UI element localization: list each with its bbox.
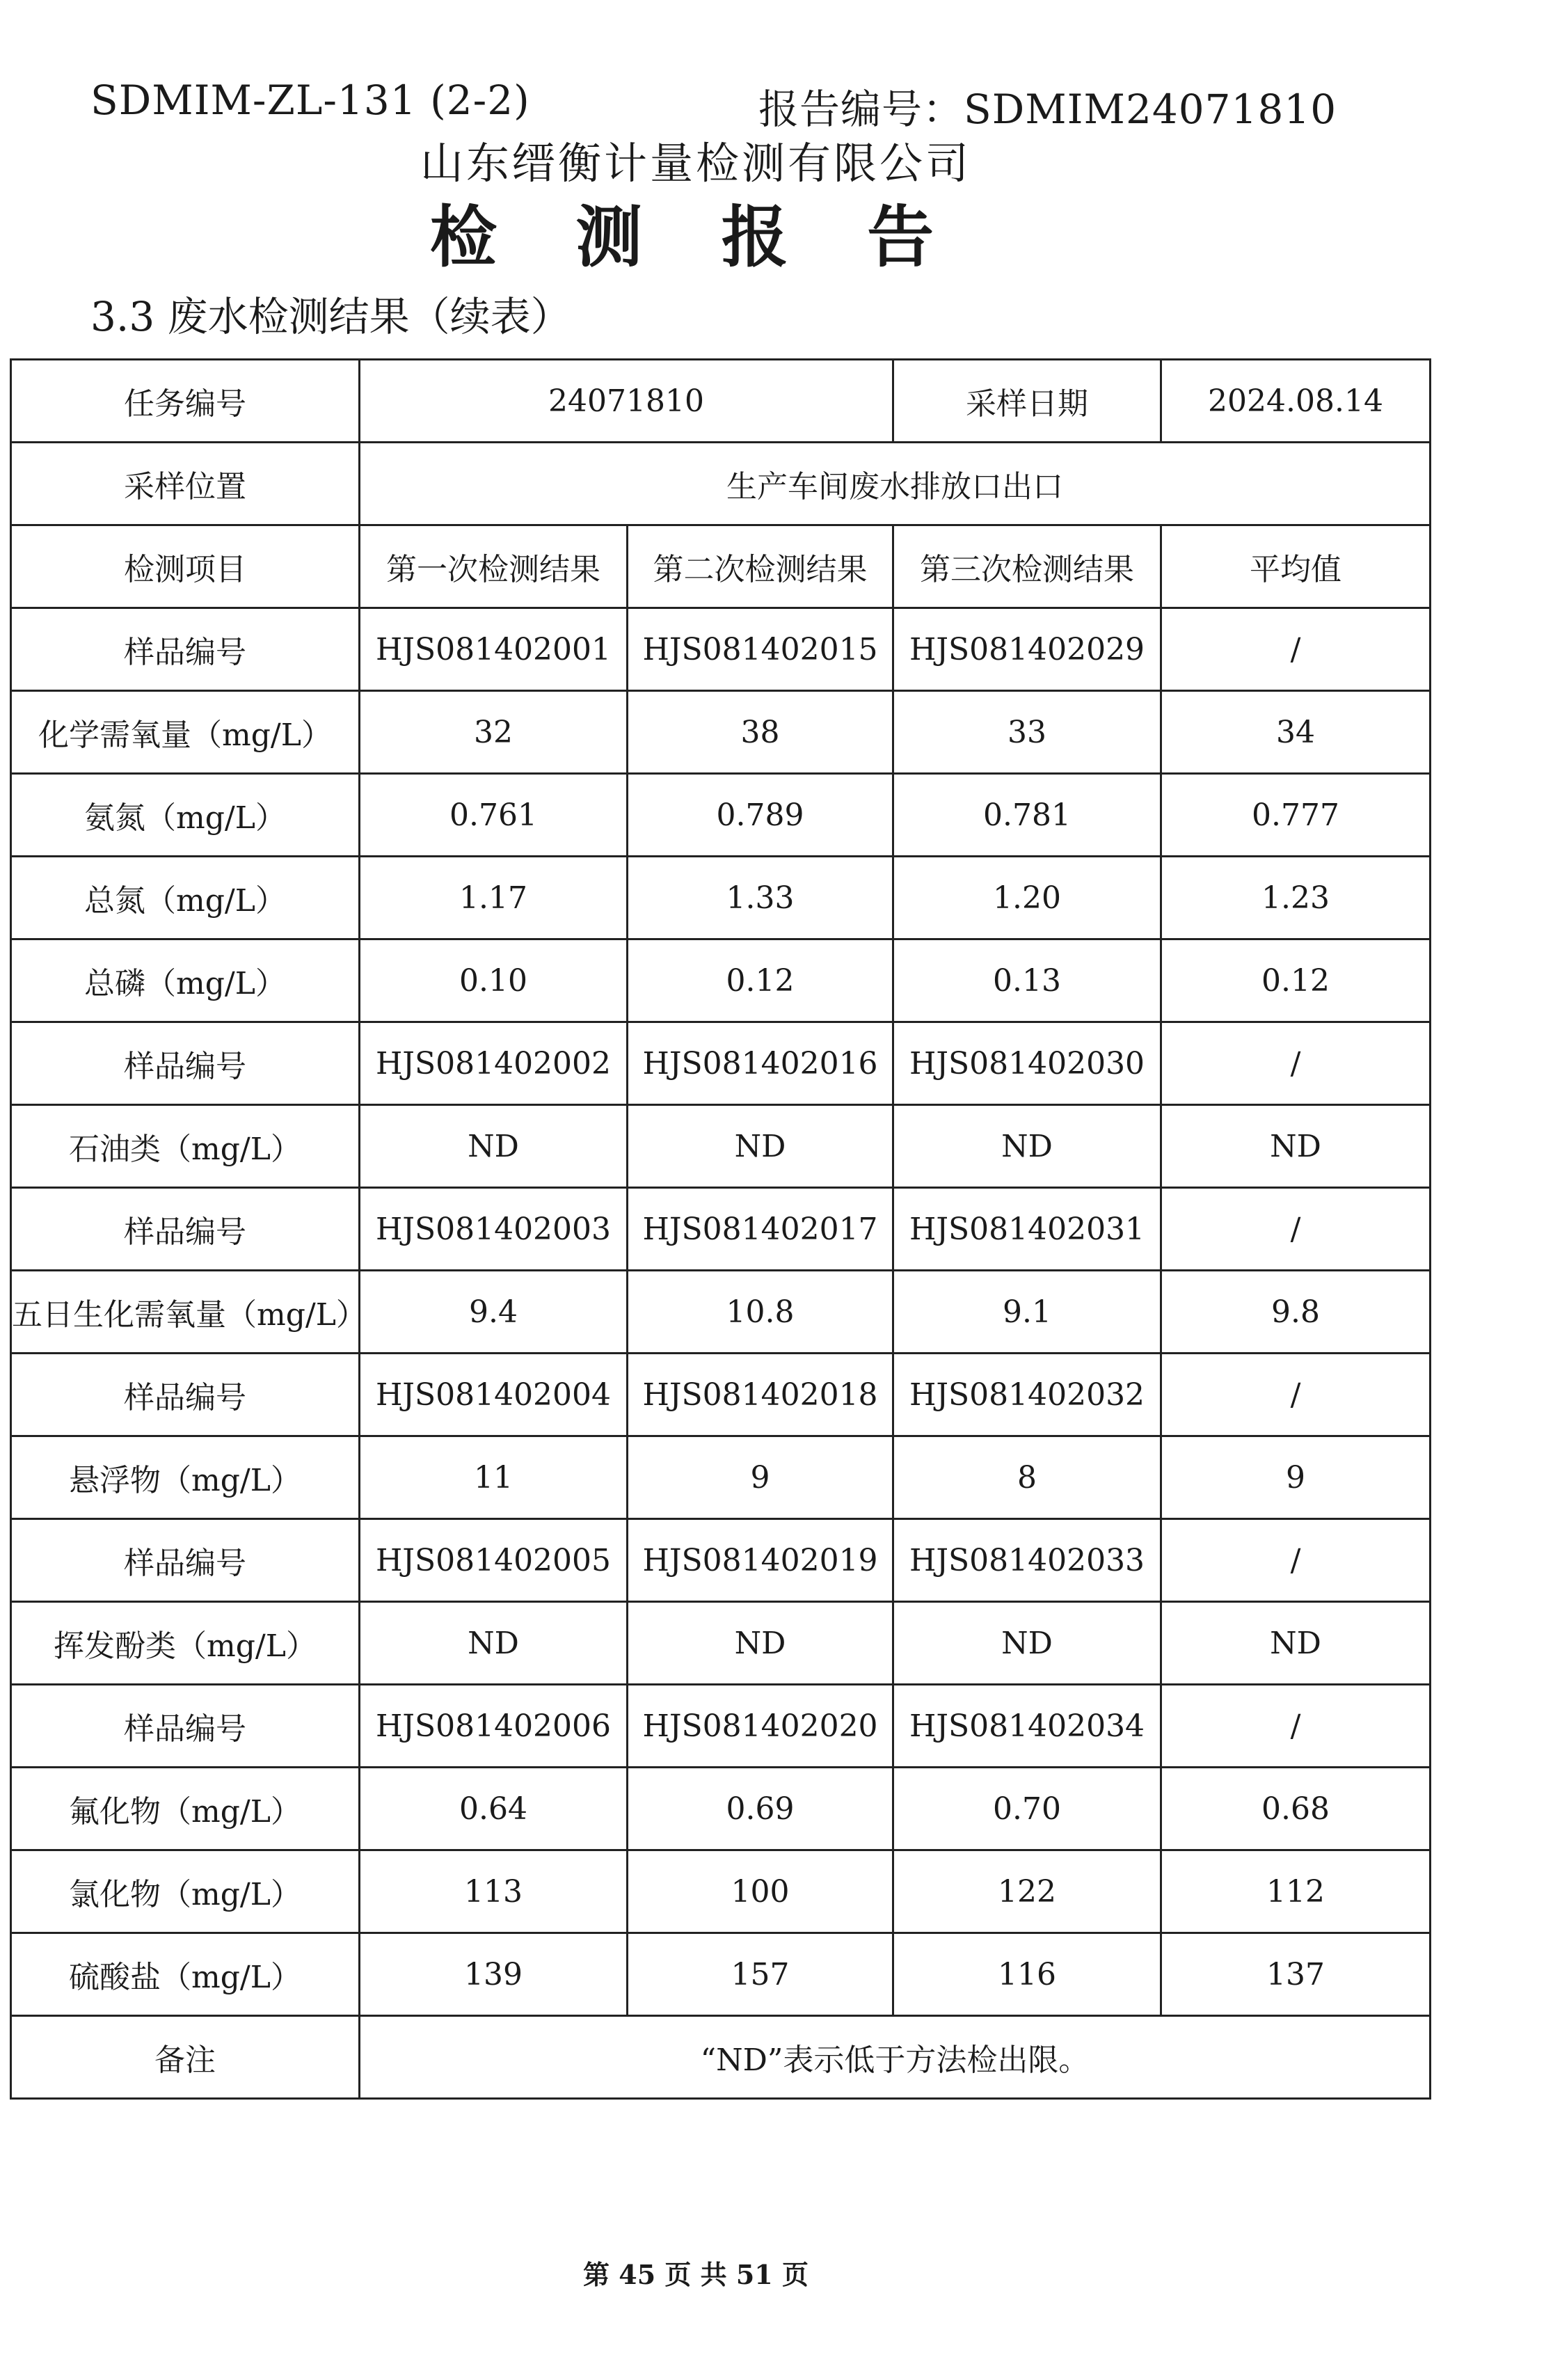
result-first: ND [360, 1602, 628, 1685]
table-row [11, 1271, 1431, 1354]
table-row [11, 1436, 1431, 1519]
result-average: / [1161, 608, 1431, 691]
result-second: HJS081402018 [628, 1354, 893, 1436]
table-row [11, 608, 1431, 691]
result-third: ND [893, 1602, 1161, 1685]
col-header-first: 第一次检测结果 [360, 525, 628, 608]
table-row [11, 1188, 1431, 1271]
result-average: 137 [1161, 1933, 1431, 2016]
result-average: 0.12 [1161, 939, 1431, 1022]
result-second: HJS081402020 [628, 1685, 893, 1768]
item-name: 五日生化需氧量（mg/L） [11, 1271, 360, 1354]
result-first: 0.10 [360, 939, 628, 1022]
item-name: 化学需氧量（mg/L） [11, 691, 360, 774]
result-first: 0.761 [360, 774, 628, 857]
item-name: 石油类（mg/L） [11, 1105, 360, 1188]
result-third: 8 [893, 1436, 1161, 1519]
item-name: 样品编号 [11, 1354, 360, 1436]
result-second: HJS081402017 [628, 1188, 893, 1271]
result-second: HJS081402015 [628, 608, 893, 691]
result-third: ND [893, 1105, 1161, 1188]
result-first: HJS081402004 [360, 1354, 628, 1436]
result-third: HJS081402029 [893, 608, 1161, 691]
report-title: 检 测 报 告 [429, 198, 962, 276]
result-average: / [1161, 1188, 1431, 1271]
item-name: 样品编号 [11, 608, 360, 691]
result-third: 0.781 [893, 774, 1161, 857]
item-name: 样品编号 [11, 1685, 360, 1768]
document-code: SDMIM-ZL-131 (2-2) [90, 77, 530, 124]
result-third: HJS081402032 [893, 1354, 1161, 1436]
result-first: 9.4 [360, 1271, 628, 1354]
table-row [11, 857, 1431, 939]
result-average: 9.8 [1161, 1271, 1431, 1354]
table-row [11, 1933, 1431, 2016]
result-first: HJS081402001 [360, 608, 628, 691]
item-name: 氨氮（mg/L） [11, 774, 360, 857]
item-name: 挥发酚类（mg/L） [11, 1602, 360, 1685]
item-name: 氟化物（mg/L） [11, 1768, 360, 1850]
task-number: 24071810 [360, 360, 893, 443]
result-second: 9 [628, 1436, 893, 1519]
table-row [11, 774, 1431, 857]
result-second: HJS081402016 [628, 1022, 893, 1105]
task-row [11, 360, 1431, 443]
remark-text: “ND”表示低于方法检出限。 [360, 2016, 1431, 2099]
result-second: 0.69 [628, 1768, 893, 1850]
result-first: 32 [360, 691, 628, 774]
result-third: 0.70 [893, 1768, 1161, 1850]
col-header-item: 检测项目 [11, 525, 360, 608]
table-row [11, 1354, 1431, 1436]
result-first: 0.64 [360, 1768, 628, 1850]
result-first: 1.17 [360, 857, 628, 939]
section-title: 3.3 废水检测结果（续表） [90, 293, 571, 340]
result-first: ND [360, 1105, 628, 1188]
table-row [11, 939, 1431, 1022]
result-second: 1.33 [628, 857, 893, 939]
remark-row [11, 2016, 1431, 2099]
item-name: 总磷（mg/L） [11, 939, 360, 1022]
result-third: HJS081402031 [893, 1188, 1161, 1271]
result-first: 113 [360, 1850, 628, 1933]
result-second: 10.8 [628, 1271, 893, 1354]
result-third: HJS081402033 [893, 1519, 1161, 1602]
item-name: 样品编号 [11, 1022, 360, 1105]
result-second: ND [628, 1105, 893, 1188]
col-header-second: 第二次检测结果 [628, 525, 893, 608]
result-average: / [1161, 1685, 1431, 1768]
result-average: ND [1161, 1602, 1431, 1685]
result-second: 38 [628, 691, 893, 774]
date-label: 采样日期 [893, 360, 1161, 443]
page-footer: 第 45 页 共 51 页 [583, 2259, 809, 2290]
location-label: 采样位置 [11, 443, 360, 525]
report-number-label: 报告编号： [758, 86, 964, 133]
sampling-date: 2024.08.14 [1161, 360, 1431, 443]
location-row [11, 443, 1431, 525]
result-average: 112 [1161, 1850, 1431, 1933]
result-second: 0.12 [628, 939, 893, 1022]
result-average: / [1161, 1022, 1431, 1105]
result-first: HJS081402006 [360, 1685, 628, 1768]
result-first: 11 [360, 1436, 628, 1519]
column-header-row [11, 525, 1431, 608]
result-average: 0.777 [1161, 774, 1431, 857]
item-name: 样品编号 [11, 1188, 360, 1271]
item-name: 氯化物（mg/L） [11, 1850, 360, 1933]
result-second: HJS081402019 [628, 1519, 893, 1602]
result-third: HJS081402030 [893, 1022, 1161, 1105]
result-average: 0.68 [1161, 1768, 1431, 1850]
table-row [11, 1105, 1431, 1188]
result-first: HJS081402005 [360, 1519, 628, 1602]
result-third: 122 [893, 1850, 1161, 1933]
table-row [11, 1685, 1431, 1768]
result-third: HJS081402034 [893, 1685, 1161, 1768]
table-row [11, 1519, 1431, 1602]
table-row [11, 1602, 1431, 1685]
result-average: / [1161, 1354, 1431, 1436]
result-average: / [1161, 1519, 1431, 1602]
item-name: 硫酸盐（mg/L） [11, 1933, 360, 2016]
result-second: ND [628, 1602, 893, 1685]
item-name: 悬浮物（mg/L） [11, 1436, 360, 1519]
result-third: 116 [893, 1933, 1161, 2016]
result-third: 9.1 [893, 1271, 1161, 1354]
result-average: ND [1161, 1105, 1431, 1188]
col-header-third: 第三次检测结果 [893, 525, 1161, 608]
result-third: 0.13 [893, 939, 1161, 1022]
result-third: 1.20 [893, 857, 1161, 939]
table-row [11, 691, 1431, 774]
task-label: 任务编号 [11, 360, 360, 443]
item-name: 总氮（mg/L） [11, 857, 360, 939]
report-number-value: SDMIM24071810 [964, 86, 1337, 133]
table-row [11, 1850, 1431, 1933]
item-name: 样品编号 [11, 1519, 360, 1602]
col-header-average: 平均值 [1161, 525, 1431, 608]
report-number [758, 77, 1337, 135]
result-average: 9 [1161, 1436, 1431, 1519]
sampling-location: 生产车间废水排放口出口 [360, 443, 1431, 525]
result-first: 139 [360, 1933, 628, 2016]
remark-label: 备注 [11, 2016, 360, 2099]
result-third: 33 [893, 691, 1161, 774]
result-second: 100 [628, 1850, 893, 1933]
result-first: HJS081402002 [360, 1022, 628, 1105]
table-row [11, 1022, 1431, 1105]
result-average: 34 [1161, 691, 1431, 774]
result-average: 1.23 [1161, 857, 1431, 939]
results-table [10, 358, 1431, 2100]
result-second: 157 [628, 1933, 893, 2016]
result-second: 0.789 [628, 774, 893, 857]
company-name: 山东缙衡计量检测有限公司 [420, 138, 971, 189]
result-first: HJS081402003 [360, 1188, 628, 1271]
table-row [11, 1768, 1431, 1850]
